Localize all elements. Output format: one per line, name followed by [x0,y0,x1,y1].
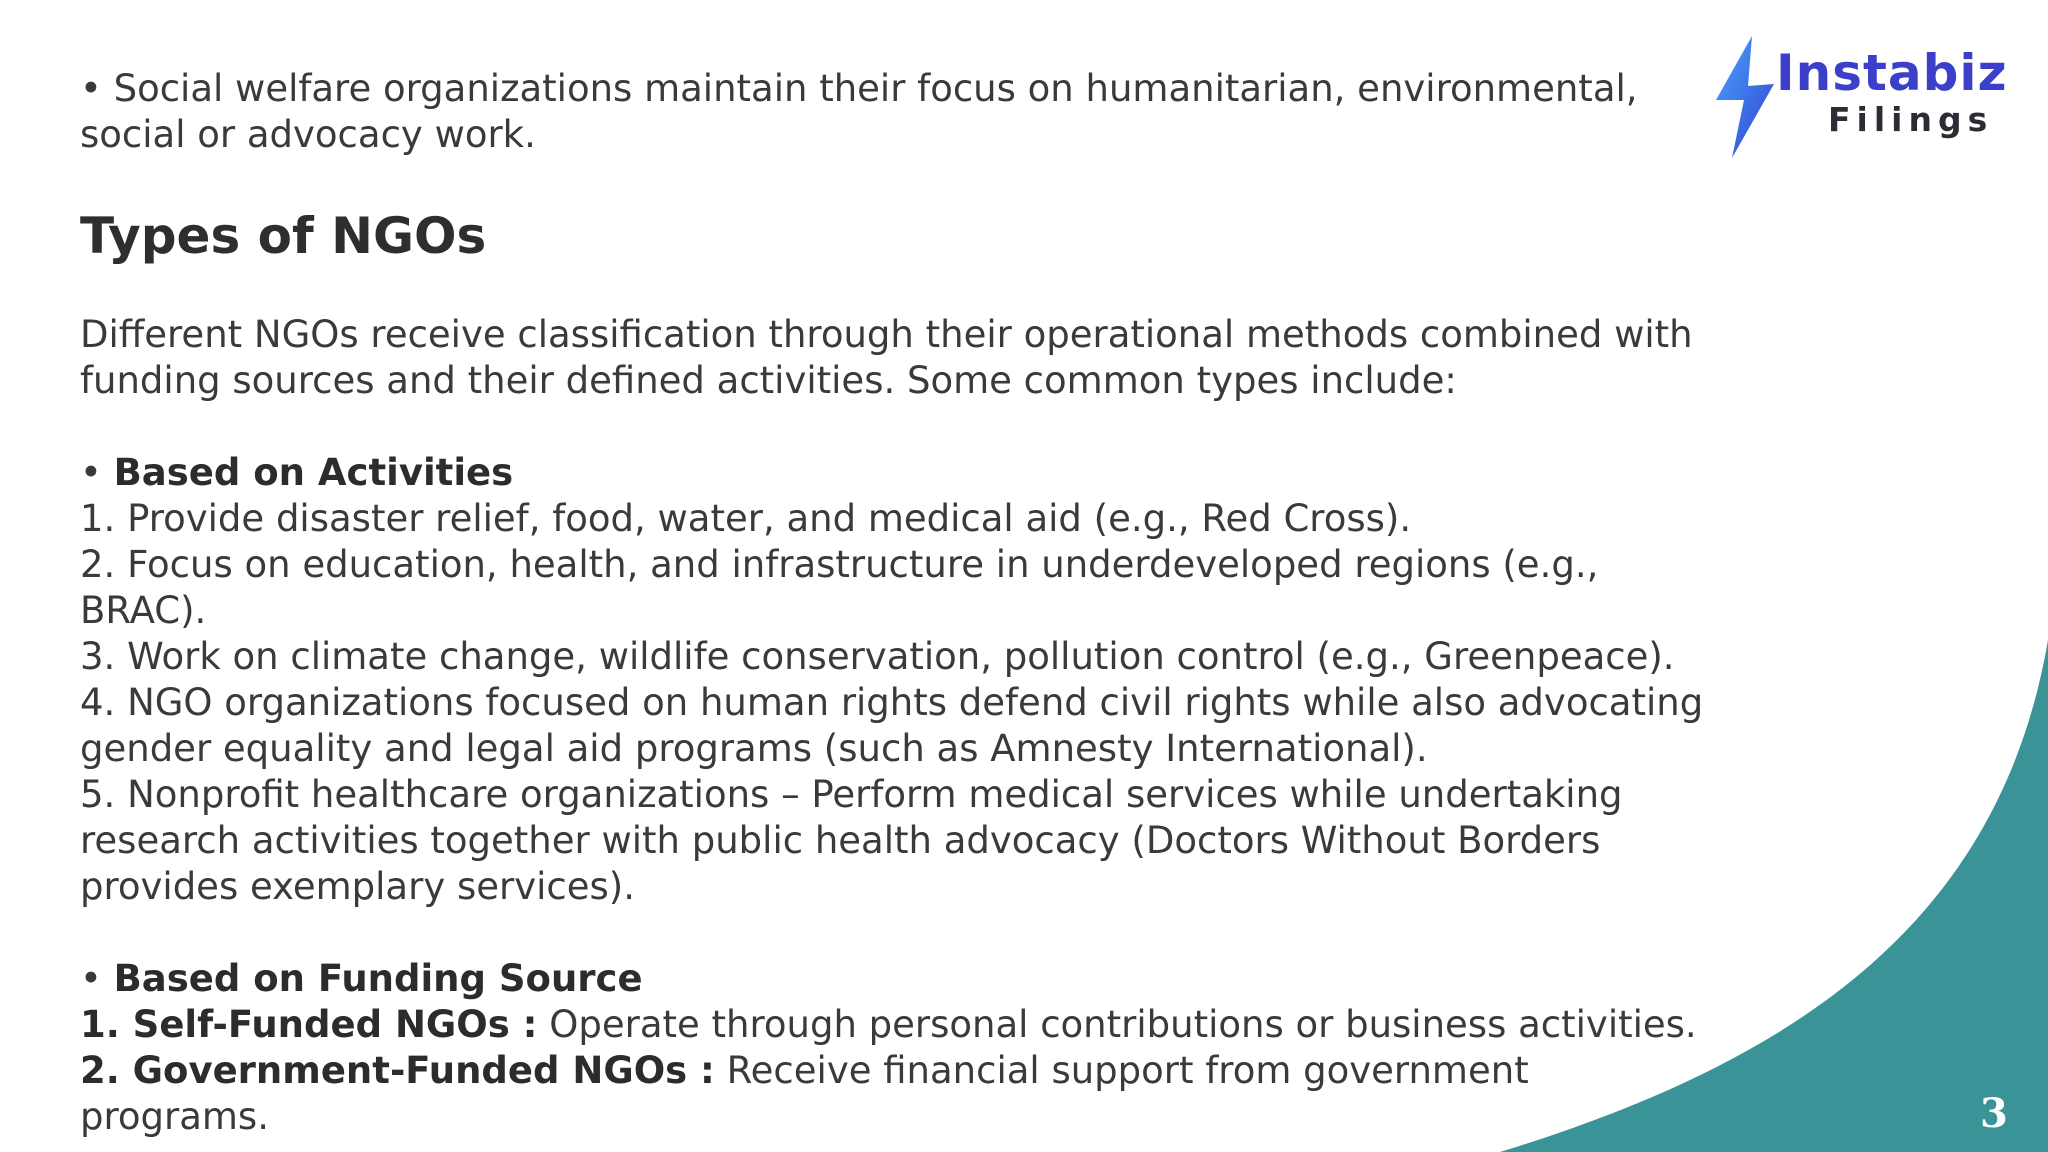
page-number: 3 [1980,1090,2008,1137]
intro-bullet [80,66,1720,158]
funding-title-row [80,956,1720,1002]
intro-text: Social welfare organizations maintain their focus on humanitarian, environmental, social or advocacy work. [80,67,1638,156]
activity-item: 5. Nonprofit healthcare organizations – Perform medical services while undertaking research activities together with public health advocacy (Doctors Without Borders provides exemplary services). [80,773,1623,908]
logo-wordmark: Instabiz [1776,44,2008,102]
activities-title: Based on Activities [113,451,514,494]
slide-content [80,66,1720,1140]
funding-item [80,1048,1720,1140]
section-description: Different NGOs receive classification through their operational methods combined with funding sources and their defined activities. Some common types include: [80,313,1693,402]
activities-title-row [80,450,1720,496]
bullet-glyph: • [80,451,102,494]
section-heading: Types of NGOs [80,207,487,265]
activity-item: 3. Work on climate change, wildlife conservation, pollution control (e.g., Greenpeace). [80,635,1675,678]
lightning-bolt-icon [1712,34,1782,162]
funding-item [80,1002,1720,1048]
funding-item-label: 1. Self-Funded NGOs : [80,1003,538,1046]
brand-logo [1712,34,2008,162]
activity-item: 1. Provide disaster relief, food, water, and medical aid (e.g., Red Cross). [80,497,1412,540]
logo-subtitle: Filings [1828,100,1994,139]
bullet-glyph: • [80,67,102,110]
activity-item: 4. NGO organizations focused on human rights defend civil rights while also advocating gender equality and legal aid programs (such as Amnesty International). [80,681,1704,770]
activity-item: 2. Focus on education, health, and infrastructure in underdeveloped regions (e.g., BRAC). [80,543,1599,632]
funding-item-text: Receive financial support from government programs. [80,1049,1529,1138]
funding-item-text: Operate through personal contributions or business activities. [537,1003,1697,1046]
funding-title: Based on Funding Source [113,957,643,1000]
bullet-glyph: • [80,957,102,1000]
funding-item-label: 2. Government-Funded NGOs : [80,1049,715,1092]
